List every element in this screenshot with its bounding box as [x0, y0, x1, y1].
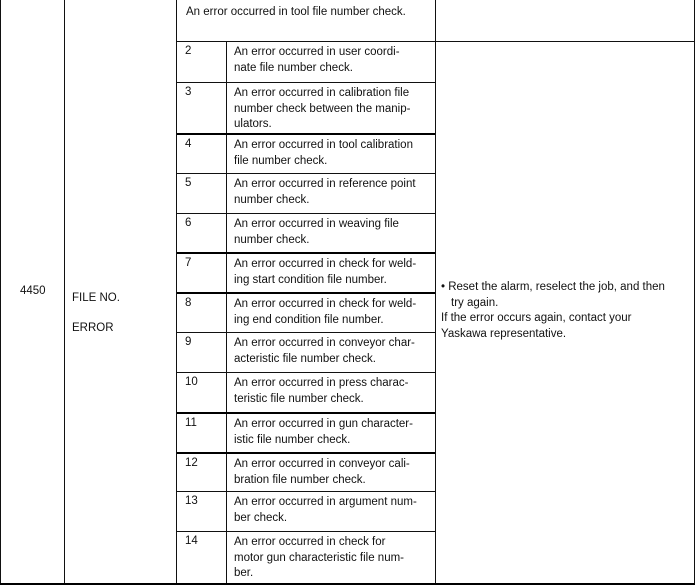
column-divider-code: [64, 0, 65, 585]
remedy-line: If the error occurs again, contact your: [441, 312, 632, 324]
table-row: [177, 531, 435, 583]
row-divider: [226, 174, 227, 213]
sub-description: An error occurred in calibration file number check between the manip- ulators.: [234, 87, 411, 130]
row-divider: [226, 532, 227, 583]
table-border-right: [694, 0, 695, 585]
row-divider: [226, 254, 227, 292]
sub-code: 3: [185, 86, 192, 98]
table-row: [177, 82, 435, 133]
sub-description: An error occurred in conveyor cali- bration file number check.: [234, 458, 410, 486]
row-divider: [226, 83, 227, 133]
remedy-bullet-continued: try again.: [451, 296, 499, 309]
table-row: [177, 332, 435, 372]
table-row: [177, 213, 435, 252]
table-row: [177, 133, 435, 173]
alarm-name-line1: FILE NO.: [72, 292, 120, 304]
table-row: [177, 41, 435, 82]
sub-code: 13: [185, 495, 198, 507]
sub-code: 5: [185, 177, 192, 189]
row-divider: [226, 42, 227, 82]
row-divider: [226, 414, 227, 452]
sub-code: 6: [185, 217, 192, 229]
sub-code: 7: [185, 257, 192, 269]
row-divider: [226, 214, 227, 252]
sub-description: An error occurred in check for weld- ing end condition file number.: [234, 298, 417, 326]
sub-code: 11: [185, 417, 197, 429]
table-row: [177, 452, 435, 491]
sub-code: 10: [185, 376, 198, 388]
alarm-name-line2: ERROR: [72, 322, 114, 334]
sub-description: An error occurred in weaving file number check.: [234, 218, 399, 246]
header-description: An error occurred in tool file number check.: [186, 6, 406, 18]
table-row: [177, 412, 435, 452]
remedy-text: [441, 280, 691, 342]
row-divider: [226, 492, 227, 531]
sub-description: An error occurred in user coordi- nate file number check.: [234, 46, 400, 74]
table-row: [177, 292, 435, 332]
table-row: [177, 372, 435, 412]
sub-description: An error occurred in check for weld- ing start condition file number.: [234, 258, 417, 286]
sub-description: An error occurred in reference point number check.: [234, 178, 416, 206]
table-row: [177, 252, 435, 292]
remedy-bullet: • Reset the alarm, reselect the job, and then: [441, 281, 665, 293]
sub-code: 9: [185, 336, 192, 348]
sub-description: An error occurred in tool calibration file number check.: [234, 139, 413, 167]
row-divider: [226, 135, 227, 173]
table-border-left: [0, 0, 1, 585]
sub-code: 12: [185, 457, 198, 469]
remedy-top-divider: [435, 41, 695, 42]
sub-description: An error occurred in check for motor gun characteristic file num- ber.: [234, 536, 405, 579]
alarm-code: 4450: [20, 285, 46, 297]
row-divider: [226, 333, 227, 372]
column-divider-detail: [435, 0, 436, 585]
table-row: [177, 491, 435, 531]
row-divider: [226, 373, 227, 412]
sub-description: An error occurred in argument num- ber check.: [234, 496, 417, 524]
sub-code: 14: [185, 535, 198, 547]
sub-description: An error occurred in conveyor char- acteristic file number check.: [234, 337, 415, 365]
sub-description: An error occurred in gun character- istic file number check.: [234, 418, 413, 446]
table-row: [177, 173, 435, 213]
sub-code: 4: [185, 138, 192, 150]
sub-description: An error occurred in press charac- teristic file number check.: [234, 377, 409, 405]
alarm-name: [72, 276, 120, 351]
remedy-line: Yaskawa representative.: [441, 327, 567, 340]
row-divider: [226, 294, 227, 332]
sub-code: 8: [185, 297, 192, 309]
sub-code-table: [177, 41, 435, 585]
sub-code: 2: [185, 45, 192, 57]
row-divider: [226, 454, 227, 491]
